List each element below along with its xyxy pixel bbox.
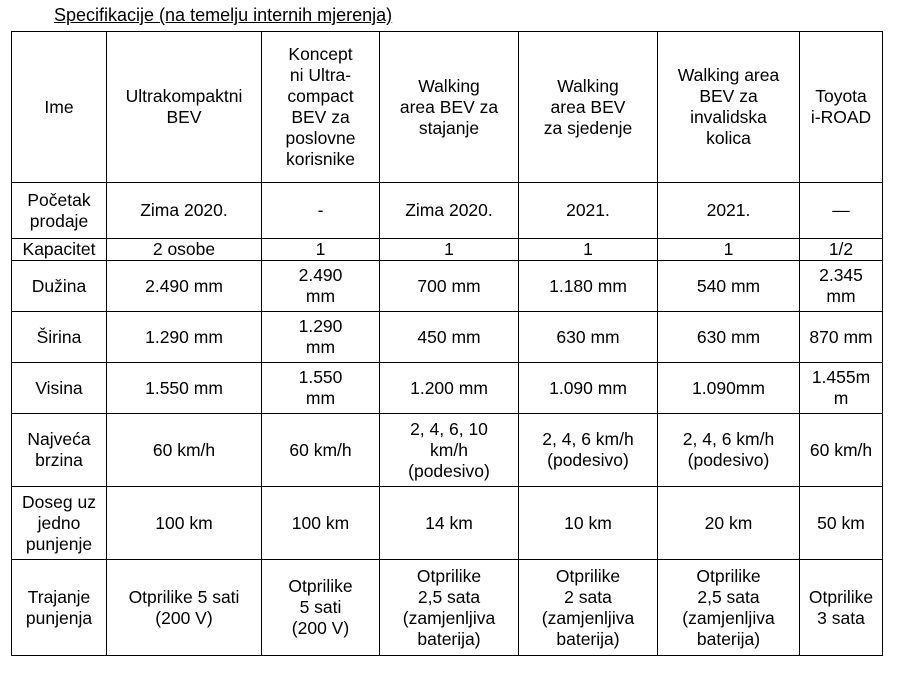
- table-cell: 870 mm: [800, 312, 883, 363]
- table-cell: 450 mm: [380, 312, 519, 363]
- table-header-row: [12, 32, 883, 183]
- table-cell: 100 km: [107, 487, 262, 560]
- table-cell: 2021.: [519, 183, 658, 239]
- table-cell: 20 km: [658, 487, 800, 560]
- table-cell: 630 mm: [658, 312, 800, 363]
- table-row: [12, 261, 883, 312]
- table-cell: 1.550 mm: [262, 363, 380, 414]
- table-cell: 1.455m m: [800, 363, 883, 414]
- table-cell: 2, 4, 6 km/h (podesivo): [519, 414, 658, 487]
- table-cell: 100 km: [262, 487, 380, 560]
- header-cell-walking-standing: Walking area BEV za stajanje: [380, 32, 519, 183]
- table-cell: 2.345 mm: [800, 261, 883, 312]
- header-cell-toyota-iroad: Toyota i-ROAD: [800, 32, 883, 183]
- table-cell: 1: [380, 239, 519, 261]
- table-cell: Otprilike 2,5 sata (zamjenljiva baterija): [658, 560, 800, 656]
- table-cell: Otprilike 2 sata (zamjenljiva baterija): [519, 560, 658, 656]
- table-cell: 540 mm: [658, 261, 800, 312]
- table-cell: 1: [658, 239, 800, 261]
- table-row: [12, 183, 883, 239]
- row-label: Visina: [12, 363, 107, 414]
- table-cell: 60 km/h: [262, 414, 380, 487]
- table-cell: Zima 2020.: [107, 183, 262, 239]
- table-cell: 60 km/h: [107, 414, 262, 487]
- table-cell: 1.200 mm: [380, 363, 519, 414]
- table-cell: -: [262, 183, 380, 239]
- table-row: [12, 363, 883, 414]
- table-cell: 1: [262, 239, 380, 261]
- table-row: [12, 239, 883, 261]
- table-cell: Otprilike 2,5 sata (zamjenljiva baterija): [380, 560, 519, 656]
- header-cell-ultracompact-bev: Ultrakompaktni BEV: [107, 32, 262, 183]
- table-row: [12, 312, 883, 363]
- row-label: Trajanje punjenja: [12, 560, 107, 656]
- table-cell: Otprilike 5 sati (200 V): [107, 560, 262, 656]
- table-row: [12, 487, 883, 560]
- table-cell: 2.490 mm: [107, 261, 262, 312]
- header-cell-walking-seated: Walking area BEV za sjedenje: [519, 32, 658, 183]
- table-cell: 1.290 mm: [262, 312, 380, 363]
- table-cell: 10 km: [519, 487, 658, 560]
- spec-table: [11, 31, 883, 656]
- table-row: [12, 560, 883, 656]
- table-cell: 1/2: [800, 239, 883, 261]
- table-cell: 2, 4, 6, 10 km/h (podesivo): [380, 414, 519, 487]
- table-cell: Otprilike 3 sata: [800, 560, 883, 656]
- header-cell-walking-wheelchair: Walking area BEV za invalidska kolica: [658, 32, 800, 183]
- header-cell-name: Ime: [12, 32, 107, 183]
- table-cell: 700 mm: [380, 261, 519, 312]
- header-cell-business-concept: Koncept ni Ultra- compact BEV za poslovne korisnike: [262, 32, 380, 183]
- table-cell: 50 km: [800, 487, 883, 560]
- table-cell: 1.090mm: [658, 363, 800, 414]
- row-label: Kapacitet: [12, 239, 107, 261]
- table-cell: 2021.: [658, 183, 800, 239]
- table-cell: 630 mm: [519, 312, 658, 363]
- table-cell: Otprilike 5 sati (200 V): [262, 560, 380, 656]
- table-cell: 1.550 mm: [107, 363, 262, 414]
- row-label: Početak prodaje: [12, 183, 107, 239]
- table-cell: 1: [519, 239, 658, 261]
- table-cell: 60 km/h: [800, 414, 883, 487]
- table-cell: 2 osobe: [107, 239, 262, 261]
- row-label: Širina: [12, 312, 107, 363]
- spec-caption: Specifikacije (na temelju internih mjerenja): [54, 5, 393, 25]
- table-cell: 2, 4, 6 km/h (podesivo): [658, 414, 800, 487]
- row-label: Najveća brzina: [12, 414, 107, 487]
- table-cell: Zima 2020.: [380, 183, 519, 239]
- table-cell: 1.290 mm: [107, 312, 262, 363]
- table-cell: 1.180 mm: [519, 261, 658, 312]
- row-label: Dužina: [12, 261, 107, 312]
- table-cell: 1.090 mm: [519, 363, 658, 414]
- table-row: [12, 414, 883, 487]
- row-label: Doseg uz jedno punjenje: [12, 487, 107, 560]
- table-cell: 2.490 mm: [262, 261, 380, 312]
- table-cell: —: [800, 183, 883, 239]
- table-cell: 14 km: [380, 487, 519, 560]
